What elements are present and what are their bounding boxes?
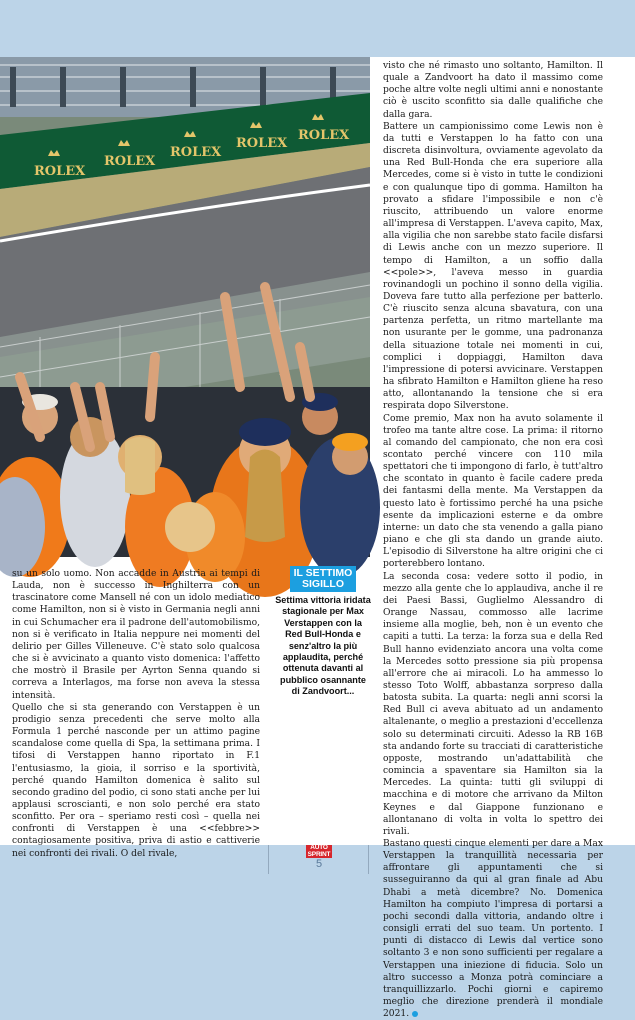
article-paragraph: Battere un campionissimo come Lewis non è da tutti e Verstappen lo ha fatto con una discreta disinvoltura, ovviamente agevolato da una Red Bull-Honda che era superiore alla Mercedes, come si è visto in tutte le condizioni e con qualunque tipo di gomma. Hamilton ha provato a sfidare l'impossibile e non c'è riuscito, attribuendo un valore enorme all'impresa di Verstappen. L'aveva capito, Max, alla vigilia che non sarebbe stato facile disfarsi di Lewis anche con un mezzo superiore. Il tempo di Hamilton, a un soffio dalla <<pole>>, l'aveva messo in guardia rovinandogli un pochino il sonno della vigilia. Doveva fare tutto alla perfezione per batterlo. C'è riuscito senza alcuna sbavatura, con una partenza perfetta, un ritmo martellante ma non usurante per le gomme, una padronanza della situazione totale nei momenti in cui, complici i doppiaggi, Hamilton dava l'impressione di potersi avvicinare. Verstappen ha sfibrato Hamilton e Hamilton gliene ha reso atto, allontanando la tensione che si era respirata dopo Silverstone. (383, 121, 603, 412)
footer-divider-left (268, 845, 269, 874)
pull-quote-title-line1: IL SETTIMO (293, 567, 353, 579)
logo-line2: SPRINT (307, 850, 331, 858)
pull-quote-title-line2: SIGILLO (301, 578, 344, 590)
article-left-column (12, 568, 260, 860)
article-paragraph (383, 838, 603, 1020)
article-paragraph-text: Bastano questi cinque elementi per dare a Max Verstappen la tranquillità necessaria per affrontare gli appuntamenti che si susseguiranno da qui al gran finale ad Abu Dhabi a metà dicembre? No. Domenica Hamilton ha compiuto l'impresa di portarsi a pochi secondi dalla vittoria, andando oltre i consigli errati del suo team. Un portento. I punti di distacco di Lewis dal vertice sono soltanto 3 e non sono sufficienti per regalare a Verstappen una iniezione di fiducia. Solo un altro successo a Monza potrà cominciare a tranquillizzarlo. Pochi giorni e capiremo meglio che direzione prenderà il mondiale 2021. (383, 839, 603, 1020)
end-of-article-icon (412, 1011, 418, 1017)
article-paragraph: Quello che si sta generando con Verstappen è un prodigio senza precedenti che serve molto alla Formula 1 perché nasconde per un attimo pagine scandalose come quella di Spa, la settimana prima. I tifosi di Verstappen hanno riportato in F.1 l'entusiasmo, la gioia, il sorriso e la sportività, perché quando Hamilton domenica è salito sul secondo gradino del podio, ci sono stati anche per lui applausi scroscianti, e non solo perché era stato sconfitto. Per ora – speriamo resti così – quella nei confronti di Verstappen è una <<febbre>> contagiosamente positiva, priva di astio e cattiverie nei confronti dei rivali. O del rivale, (12, 702, 260, 859)
fans-celebrating-photo (0, 57, 370, 557)
sponsor-text: ROLEX (104, 154, 156, 169)
article-paragraph: su un solo uomo. Non accadde in Austria ai tempi di Lauda, non è successo in Inghilterra con un trascinatore come Mansell né con un idolo mediatico come Hamilton, non si è visto in Germania negli anni in cui Schumacher era il padrone dell'automobilismo, non si è verificato in Italia neppure nei momenti del delirio per Gilles Villeneuve. C'è stato solo qualcosa che si è avvicinato a quanto visto domenica: l'affetto che mostrò il Brasile per Ayrton Senna quando si correva a Interlagos, ma forse non aveva la stessa intensità. (12, 569, 260, 701)
article-paragraph: visto che né rimasto uno soltanto, Hamilton. Il quale a Zandvoort ha dato il massimo come poche altre volte negli ultimi anni e nonostante ciò è uscito sconfitto sia dalle qualifiche che dalla gara. (383, 61, 603, 120)
logo-line1: AUTO (310, 844, 328, 851)
sponsor-text: ROLEX (236, 136, 288, 151)
sponsor-text: ROLEX (170, 145, 222, 160)
page-number: 5 (315, 858, 323, 870)
pull-quote-text: Settima vittoria iridata stagionale per Max Verstappen con la Red Bull-Honda e senz'altro la più applaudita, perché ottenuta davanti al pubblico osannante di Zandvoort... (275, 595, 371, 697)
footer-divider-right (368, 845, 369, 874)
sponsor-text: ROLEX (298, 128, 350, 143)
article-paragraph: Come premio, Max non ha avuto solamente il trofeo ma tante altre cose. La prima: il ritorno al comando del campionato, che non era così scontato perché vincere con 110 mila spettatori che ti impongono di farlo, è tutt'altro che scontato in quanto è facile cadere preda dei fantasmi della mente. Ma Verstappen da questo lato è fortissimo perché ha una psiche esente da implicazioni esterne e da ombre interne: un dato che sta venendo a galla piano piano e che gli sta dando un grande aiuto. L'episodio di Silverstone ha altre origini che ci porterebbero lontano. (383, 413, 603, 570)
autosprint-logo (306, 845, 332, 858)
pull-quote-title (290, 566, 357, 592)
article-paragraph: La seconda cosa: vedere sotto il podio, in mezzo alla gente che lo applaudiva, anche il re dei Paesi Bassi, Guglielmo Alessandro di Orange Nassau, commosso alle lacrime insieme alla moglie, beh, non è un evento che capiti a tutti. La terza: la forza sua e della Red Bull hanno evidenziato ancora una volta come la Mercedes sotto pressione sia più propensa all'errore che ai miracoli. Lo ha ammesso lo stesso Toto Wolff, abbastanza sorpreso dalla batosta subita. La quarta: negli anni scorsi la Red Bull ci aveva abituato ad un andamento altalenante, o meglio a prestazioni d'eccellenza solo su determinati circuiti. Adesso la RB 16B sta andando forte su tracciati di caratteristiche opposte, mostrando un'adattabilità che comincia a spaventare sia Hamilton sia la Mercedes. La quinta: tutti gli sviluppi di macchina e di motore che arrivano da Milton Keynes e dal Giappone funzionano e allontanano di volta in volta lo spettro dei rivali. (383, 571, 603, 837)
article-photo (0, 57, 370, 557)
article-right-column (383, 60, 603, 1020)
pull-quote (275, 566, 371, 698)
sponsor-text: ROLEX (34, 164, 86, 179)
